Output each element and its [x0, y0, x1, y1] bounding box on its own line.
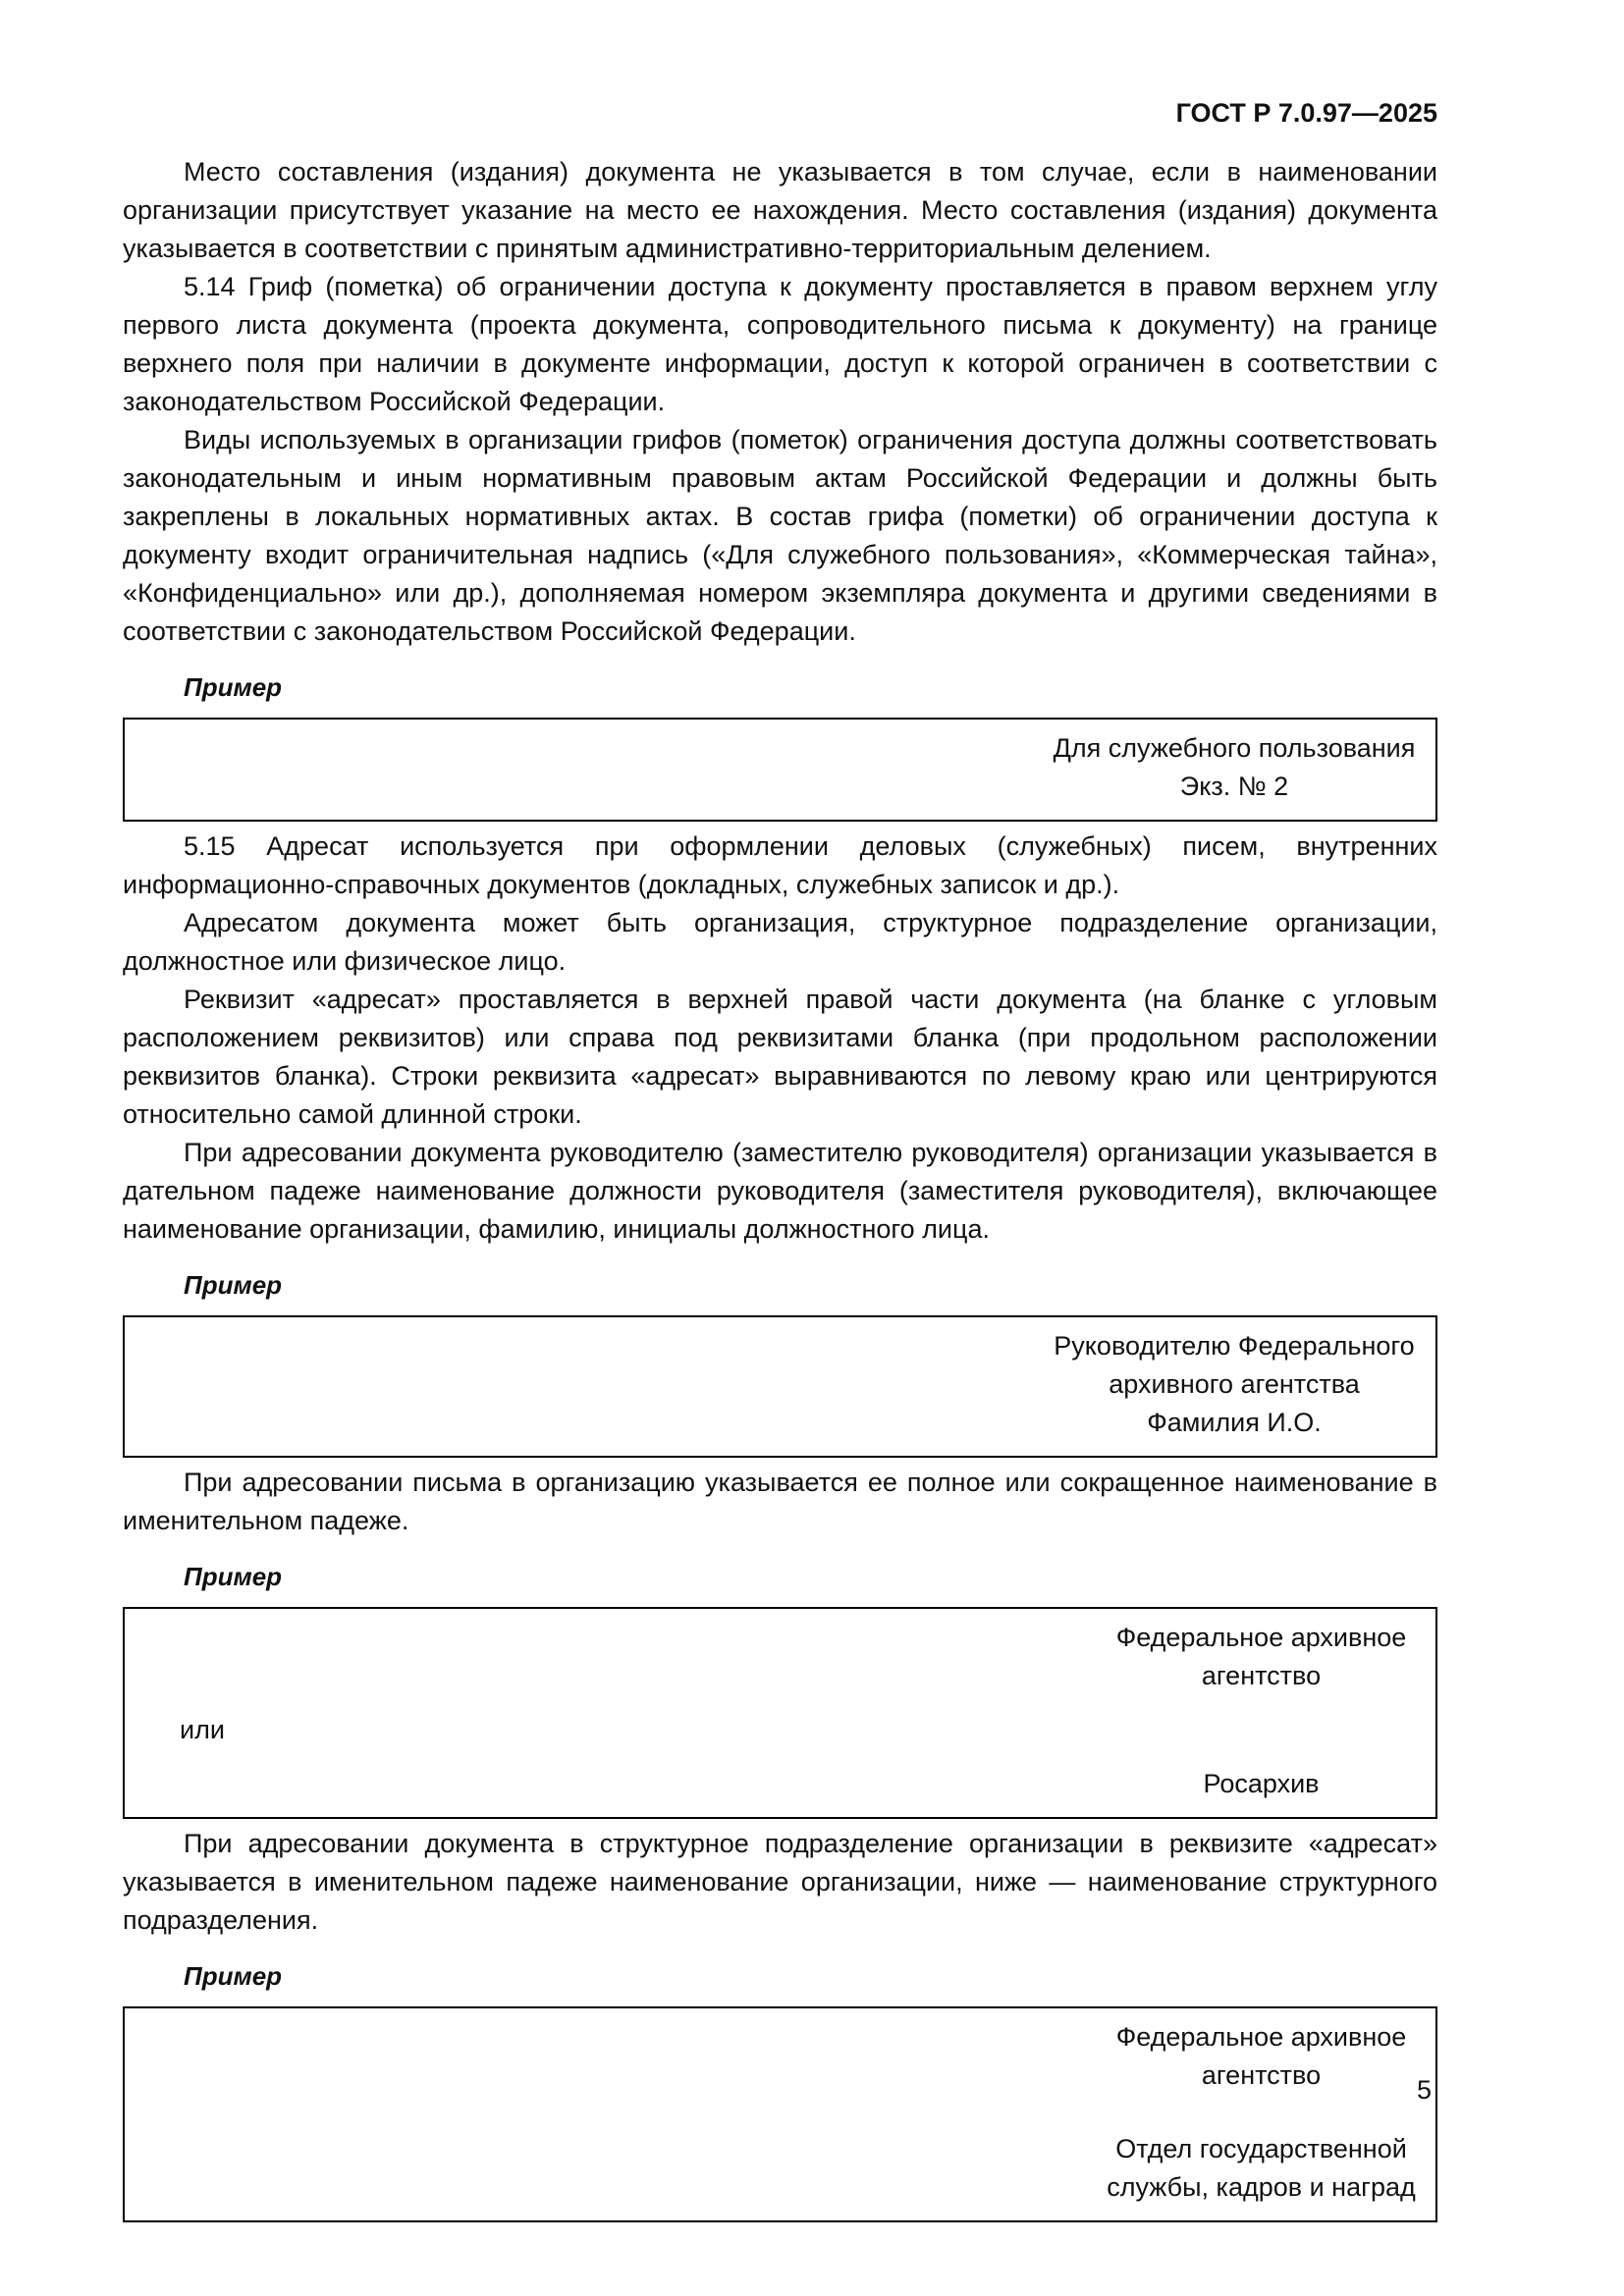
- example-box4-spacer: [1107, 2095, 1416, 2130]
- paragraph-addressing-to-head: При адресовании документа руководителю (заместителю руководителя) организации указывается в дательном падеже наименование должности руководителя (заместителя руководителя), включающее наименование организации, фамилию, инициалы должностного лица.: [123, 1138, 1437, 1244]
- example-box3-org-line1: Федеральное архивное: [1115, 1623, 1407, 1652]
- example-box4-org-line2: агентство: [1201, 2060, 1322, 2090]
- example-box2-line3: Фамилия И.О.: [1147, 1408, 1322, 1437]
- example-box3-alt-name: Росархив: [1203, 1769, 1320, 1798]
- paragraph-5-14: 5.14 Гриф (пометка) об ограничении доступа к документу проставляется в правом верхнем углу первого листа документа (проекта документа, сопроводительного письма к документу) на границе верхнего поля при наличии в документе информации, доступ к которой ограничен в соответствии с законодательством Российской Федерации.: [123, 272, 1437, 416]
- example-box-access-stamp: [123, 718, 1437, 822]
- example-box4-dept-line1: Отдел государственной: [1115, 2134, 1407, 2163]
- example-label-3: Пример: [184, 1562, 283, 1591]
- example-box-addressee-subdivision: [123, 2006, 1437, 2222]
- page-number: 5: [1416, 2075, 1432, 2105]
- example-box-addressee-organization: [123, 1607, 1437, 1819]
- example-label-4: Пример: [184, 1961, 283, 1991]
- paragraph-addressee-types: Адресатом документа может быть организация, структурное подразделение организации, должностное или физическое лицо.: [123, 908, 1437, 976]
- example-box1-line1: Для служебного пользования: [1053, 733, 1416, 763]
- example-box1-line2: Экз. № 2: [1179, 772, 1289, 801]
- example-box2-line1: Руководителю Федерального: [1054, 1331, 1415, 1361]
- example-box-addressee-head: [123, 1315, 1437, 1458]
- example-box4-dept-line2: службы, кадров и наград: [1107, 2172, 1416, 2202]
- paragraph-addressing-to-organization: При адресовании письма в организацию указывается ее полное или сокращенное наименование в именительном падеже.: [123, 1468, 1437, 1535]
- example-box2-line2: архивного агентства: [1109, 1369, 1360, 1399]
- example-label-2: Пример: [184, 1270, 283, 1300]
- paragraph-addressing-to-subdivision: При адресовании документа в структурное подразделение организации в реквизите «адресат» указывается в именительном падеже наименование организации, ниже — наименование структурного подразделения.: [123, 1829, 1437, 1935]
- paragraph-place-of-issue: Место составления (издания) документа не указывается в том случае, если в наименовании организации присутствует указание на место ее нахождения. Место составления (издания) документа указывается в соответствии с принятым административно-территориальным делением.: [123, 157, 1437, 263]
- paragraph-access-restriction-types: Виды используемых в организации грифов (пометок) ограничения доступа должны соответствовать законодательным и иным нормативным правовым актам Российской Федерации и должны быть закреплены в локальных нормативных актах. В состав грифа (пометки) об ограничении доступа к документу входит ограничительная надпись («Для служебного пользования», «Коммерческая тайна», «Конфиденциально» или др.), дополняемая номером экземпляра документа и другими сведениями в соответствии с законодательством Российской Федерации.: [123, 425, 1437, 646]
- paragraph-5-15: 5.15 Адресат используется при оформлении деловых (служебных) писем, внутренних информационно-справочных документов (докладных, служебных записок и др.).: [123, 831, 1437, 899]
- document-header: ГОСТ Р 7.0.97—2025: [1175, 98, 1437, 128]
- example-box3-org-line2: агентство: [1201, 1661, 1322, 1690]
- example-box3-or-text: или: [180, 1715, 225, 1744]
- paragraph-addressee-placement: Реквизит «адресат» проставляется в верхней правой части документа (на бланке с угловым расположением реквизитов) или справа под реквизитами бланка (при продольном расположении реквизитов бланка). Строки реквизита «адресат» выравниваются по левому краю или центрируются относительно самой длинной строки.: [123, 985, 1437, 1129]
- example-label-1: Пример: [184, 672, 283, 702]
- example-box4-org-line1: Федеральное архивное: [1115, 2022, 1407, 2052]
